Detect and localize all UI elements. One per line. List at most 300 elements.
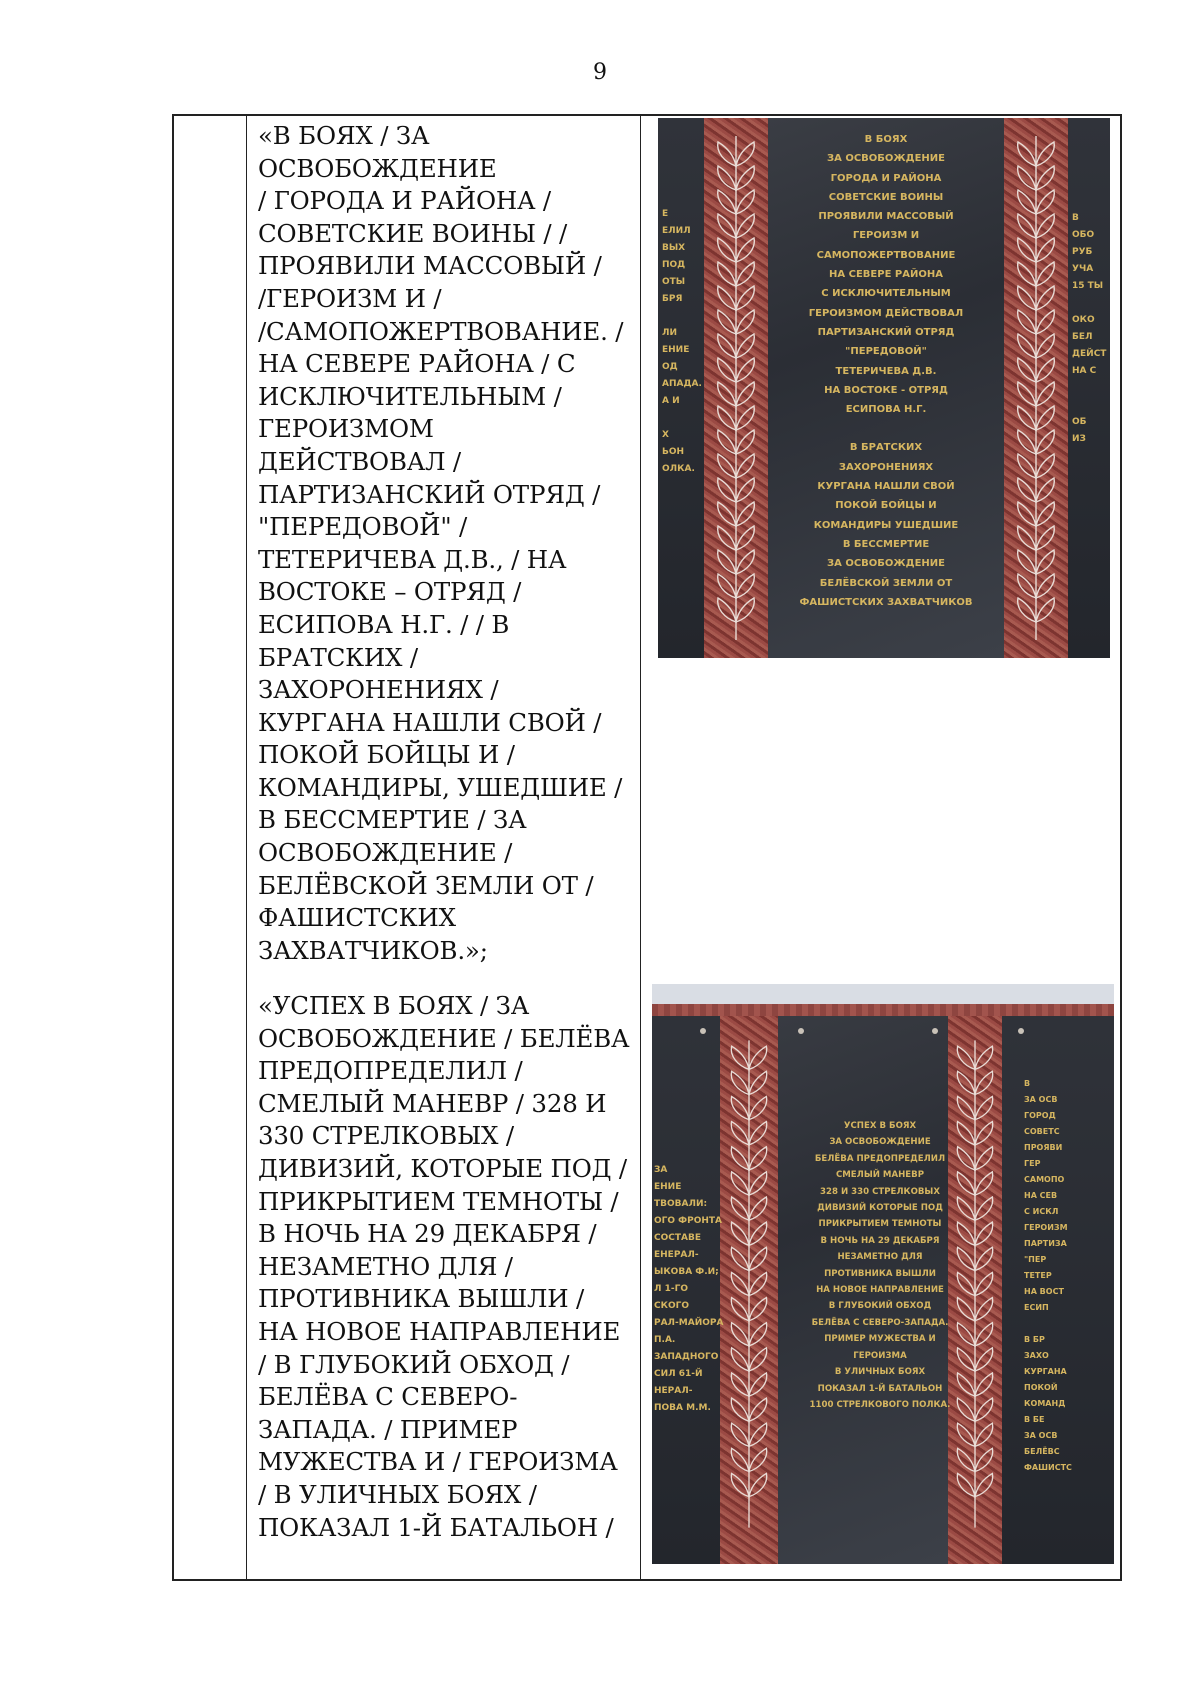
text-line: БРАТСКИХ /	[258, 642, 418, 672]
right-slab-text	[1024, 1076, 1072, 1476]
laurel-leaf	[749, 1423, 767, 1446]
laurel-leaf	[736, 382, 754, 406]
laurel-leaf	[736, 454, 754, 478]
laurel-leaf	[1036, 526, 1054, 550]
laurel-leaf	[1018, 238, 1036, 262]
laurel-leaf	[749, 1348, 767, 1371]
inscription-line: В БОЯХ	[864, 134, 908, 145]
text-line: В БЕССМЕРТИЕ / ЗА	[258, 805, 527, 835]
laurel-leaf	[731, 1448, 749, 1471]
slab-text-fragment: РУБ	[1072, 247, 1093, 257]
slab-text-fragment: БЕЛ	[1072, 332, 1093, 342]
inscription-line: ПРОТИВНИКА ВЫШЛИ	[824, 1268, 936, 1279]
slab-text-fragment: 15 ТЫ	[1072, 281, 1104, 291]
bolt-icon	[932, 1028, 938, 1034]
laurel-leaf	[749, 1147, 767, 1170]
laurel-leaf	[731, 1247, 749, 1270]
laurel-leaf	[718, 430, 736, 454]
slab-text-fragment: В	[1072, 213, 1079, 223]
sky-strip	[652, 984, 1114, 1004]
inscription-line: ЗА ОСВОБОЖДЕНИЕ	[827, 558, 945, 570]
text-line: / В УЛИЧНЫХ БОЯХ /	[258, 1479, 537, 1509]
laurel-leaf	[749, 1473, 767, 1496]
text-line: ПРОЯВИЛИ МАССОВЫЙ /	[258, 251, 602, 281]
slab-text-fragment: ИЗ	[1072, 434, 1086, 444]
laurel-leaf	[1018, 358, 1036, 382]
text-line: ОСВОБОЖДЕНИЕ	[258, 153, 497, 183]
inscription-line: ПОКАЗАЛ 1-Й БАТАЛЬОН	[817, 1383, 943, 1394]
inscription-line: ЗА ОСВОБОЖДЕНИЕ	[827, 153, 945, 165]
plaque-inscription	[796, 130, 976, 612]
slab-text-fragment	[1072, 295, 1106, 312]
laurel-leaf	[736, 310, 754, 334]
laurel-leaf	[731, 1046, 749, 1069]
text-line: ГЕРОИЗМОМ	[258, 414, 434, 444]
inscription-line: ЗАХОРОНЕНИЯХ	[838, 461, 934, 473]
laurel-leaf	[1036, 142, 1054, 166]
slab-text-fragment: В БР	[1024, 1335, 1045, 1344]
inscription-line: В БРАТСКИХ	[849, 442, 923, 454]
inscription-text-1	[258, 120, 633, 967]
laurel-leaf	[957, 1071, 975, 1094]
column-divider-2	[640, 116, 641, 1579]
text-line: ПРИКРЫТИЕМ ТЕМНОТЫ /	[258, 1186, 619, 1216]
laurel-leaf	[975, 1373, 993, 1396]
laurel-leaf	[1018, 550, 1036, 574]
slab-text-fragment: ЫКОВА Ф.И;	[654, 1267, 719, 1277]
laurel-leaf	[736, 430, 754, 454]
laurel-leaf	[731, 1147, 749, 1170]
laurel-leaf	[1036, 574, 1054, 598]
laurel-leaf	[736, 334, 754, 358]
page-number: 9	[593, 60, 607, 85]
slab-text-fragment: ЕЛИЛ	[662, 226, 691, 236]
laurel-leaf	[975, 1247, 993, 1270]
text-line: В НОЧЬ НА 29 ДЕКАБРЯ /	[258, 1219, 597, 1249]
laurel-leaf	[749, 1398, 767, 1421]
slab-text-fragment: КОМАНД	[1024, 1399, 1066, 1408]
slab-text-fragment: ОЛКА.	[662, 464, 695, 474]
laurel-leaf	[1036, 598, 1054, 622]
laurel-leaf	[975, 1323, 993, 1346]
laurel-leaf	[1018, 382, 1036, 406]
laurel-leaf	[749, 1222, 767, 1245]
inscription-line: БЕЛЁВСКОЙ ЗЕМЛИ ОТ	[819, 577, 953, 589]
slab-text-fragment: ДЕЙСТ	[1072, 349, 1107, 359]
bolt-icon	[700, 1028, 706, 1034]
text-line: «В БОЯХ / ЗА	[258, 121, 430, 150]
text-line: ИСКЛЮЧИТЕЛЬНЫМ /	[258, 381, 562, 411]
laurel-leaf	[1018, 214, 1036, 238]
laurel-leaf	[731, 1197, 749, 1220]
text-line: ПРОТИВНИКА ВЫШЛИ /	[258, 1284, 585, 1314]
laurel-leaf	[718, 214, 736, 238]
bolt-icon	[798, 1028, 804, 1034]
slab-text-fragment: СОСТАВЕ	[654, 1233, 701, 1243]
text-line: ОСВОБОЖДЕНИЕ / БЕЛЁВА	[258, 1023, 630, 1053]
laurel-leaf	[1036, 334, 1054, 358]
slab-text-fragment: ГЕРОИЗМ	[1024, 1223, 1068, 1232]
laurel-leaf	[1018, 262, 1036, 286]
slab-text-fragment: Х	[662, 430, 669, 440]
text-line: ЗАХОРОНЕНИЯХ /	[258, 675, 499, 705]
slab-text-fragment: Е	[662, 209, 669, 219]
inscription-line: БЕЛЁВА ПРЕДОПРЕДЕЛИЛ	[814, 1153, 946, 1164]
slab-text-fragment: ПОКОЙ	[1024, 1383, 1058, 1392]
laurel-leaf	[1018, 286, 1036, 310]
slab-text-fragment: ПОД	[662, 260, 686, 270]
laurel-leaf	[736, 214, 754, 238]
laurel-leaf	[1018, 574, 1036, 598]
laurel-leaf	[1036, 310, 1054, 334]
slab-text-fragment: П.А.	[654, 1335, 676, 1345]
laurel-leaf	[975, 1122, 993, 1145]
inscription-line: УСПЕХ В БОЯХ	[843, 1121, 917, 1131]
laurel-leaf	[957, 1448, 975, 1471]
laurel-leaf	[975, 1398, 993, 1421]
slab-text-fragment: ЕНИЕ	[654, 1182, 682, 1192]
slab-text-fragment: ОТЫ	[662, 277, 686, 287]
laurel-leaf	[749, 1122, 767, 1145]
text-line: ПОКАЗАЛ 1-Й БАТАЛЬОН /	[258, 1512, 614, 1542]
text-line: ПАРТИЗАНСКИЙ ОТРЯД /	[258, 479, 601, 509]
text-line: ПОКОЙ БОЙЦЫ И /	[258, 740, 515, 770]
laurel-leaf	[975, 1473, 993, 1496]
inscription-line: ЗА ОСВОБОЖДЕНИЕ	[829, 1137, 931, 1148]
laurel-leaf	[1018, 430, 1036, 454]
laurel-leaf	[718, 286, 736, 310]
inscription-line: САМОПОЖЕРТВОВАНИЕ	[816, 249, 956, 261]
laurel-leaf	[1036, 358, 1054, 382]
laurel-leaf	[736, 550, 754, 574]
inscription-line: В НОЧЬ НА 29 ДЕКАБРЯ	[820, 1235, 940, 1246]
text-line: СМЕЛЫЙ МАНЕВР / 328 И	[258, 1088, 607, 1118]
laurel-leaf	[736, 478, 754, 502]
slab-text-fragment: А И	[662, 396, 680, 406]
inscription-line: НА ВОСТОКЕ - ОТРЯД	[824, 384, 948, 396]
inscription-line: ЕСИПОВА Н.Г.	[845, 404, 927, 416]
slab-text-fragment: ПАРТИЗА	[1024, 1239, 1067, 1248]
text-line: НЕЗАМЕТНО ДЛЯ /	[258, 1251, 513, 1281]
laurel-leaf	[736, 358, 754, 382]
slab-text-fragment: НА С	[1072, 366, 1097, 376]
slab-text-fragment: ВЫХ	[662, 243, 686, 253]
laurel-leaf	[736, 190, 754, 214]
laurel-leaf	[1036, 286, 1054, 310]
inscription-line: 328 И 330 СТРЕЛКОВЫХ	[820, 1186, 940, 1197]
laurel-leaf	[731, 1398, 749, 1421]
slab-text-fragment: САМОПО	[1024, 1175, 1065, 1184]
slab-text-fragment: С ИСКЛ	[1024, 1207, 1059, 1216]
laurel-leaf	[736, 262, 754, 286]
laurel-leaf	[749, 1172, 767, 1195]
inscription-line: СОВЕТСКИЕ ВОИНЫ	[828, 191, 944, 203]
text-line: ОСВОБОЖДЕНИЕ /	[258, 838, 513, 868]
laurel-leaf	[975, 1423, 993, 1446]
laurel-leaf	[1018, 166, 1036, 190]
text-line: ЗАПАДА. / ПРИМЕР	[258, 1414, 518, 1444]
laurel-leaf	[1036, 406, 1054, 430]
laurel-leaf	[957, 1423, 975, 1446]
laurel-leaf	[975, 1172, 993, 1195]
slab-text-fragment: РАЛ-МАЙОРА	[654, 1318, 724, 1328]
laurel-leaf	[1018, 478, 1036, 502]
laurel-leaf	[749, 1323, 767, 1346]
text-line: ЕСИПОВА Н.Г. / / В	[258, 609, 510, 639]
left-slab-text	[654, 1162, 723, 1417]
slab-text-fragment: ЗАПАДНОГО	[654, 1352, 719, 1362]
inscription-line: ГЕРОИЗМ И	[852, 230, 920, 242]
laurel-branch-icon	[706, 128, 766, 648]
text-line: ВОСТОКЕ – ОТРЯД /	[258, 577, 522, 607]
inscription-line: ПРИМЕР МУЖЕСТВА И	[824, 1334, 936, 1345]
laurel-leaf	[718, 478, 736, 502]
laurel-leaf	[957, 1046, 975, 1069]
laurel-leaf	[718, 190, 736, 214]
slab-text-fragment: АПАДА.	[662, 379, 702, 389]
slab-text-fragment	[1072, 380, 1106, 397]
text-line: БЕЛЁВА С СЕВЕРО-	[258, 1382, 518, 1412]
inscription-line: НА СЕВЕРЕ РАЙОНА	[829, 269, 943, 281]
laurel-leaf	[1018, 598, 1036, 622]
laurel-leaf	[749, 1046, 767, 1069]
laurel-leaf	[975, 1298, 993, 1321]
laurel-leaf	[1036, 262, 1054, 286]
laurel-leaf	[731, 1323, 749, 1346]
laurel-leaf	[718, 454, 736, 478]
text-line: МУЖЕСТВА И / ГЕРОИЗМА	[258, 1447, 618, 1477]
laurel-leaf	[736, 238, 754, 262]
laurel-leaf	[736, 574, 754, 598]
inscription-line: "ПЕРЕДОВОЙ"	[845, 346, 927, 358]
laurel-leaf	[1036, 190, 1054, 214]
laurel-leaf	[718, 238, 736, 262]
granite-top-cap	[652, 1004, 1114, 1016]
slab-text-fragment: Л 1-ГО	[654, 1284, 688, 1294]
laurel-leaf	[718, 526, 736, 550]
laurel-leaf	[736, 598, 754, 622]
memorial-plaque-photo-1	[658, 118, 1110, 658]
laurel-leaf	[975, 1096, 993, 1119]
laurel-leaf	[718, 310, 736, 334]
inscription-line: ПОКОЙ БОЙЦЫ И	[835, 500, 937, 512]
slab-text-fragment: ЕСИП	[1024, 1303, 1049, 1312]
laurel-leaf	[718, 142, 736, 166]
slab-text-fragment: УЧА	[1072, 264, 1094, 274]
laurel-leaf	[1036, 550, 1054, 574]
inscription-line: СМЕЛЫЙ МАНЕВР	[835, 1170, 925, 1181]
inscription-line: НА НОВОЕ НАПРАВЛЕНИЕ	[816, 1285, 944, 1296]
slab-text-fragment: ТВОВАЛИ:	[654, 1199, 708, 1209]
slab-text-fragment: НА СЕВ	[1024, 1191, 1058, 1200]
text-line: БЕЛЁВСКОЙ ЗЕМЛИ ОТ /	[258, 870, 594, 900]
laurel-leaf	[1036, 430, 1054, 454]
text-line: ФАШИСТСКИХ	[258, 903, 456, 933]
slab-text-fragment: ФАШИСТС	[1024, 1463, 1072, 1472]
laurel-leaf	[975, 1046, 993, 1069]
inscription-line: В ГЛУБОКИЙ ОБХОД	[828, 1301, 932, 1312]
right-slab-text	[1072, 210, 1106, 448]
slab-text-fragment: НЕРАЛ-	[654, 1386, 693, 1396]
laurel-leaf	[736, 142, 754, 166]
slab-text-fragment: НА ВОСТ	[1024, 1287, 1064, 1296]
laurel-leaf	[975, 1197, 993, 1220]
laurel-leaf	[736, 526, 754, 550]
slab-text-fragment: БЕЛЁВС	[1024, 1447, 1060, 1456]
inscription-line: ГОРОДА И РАЙОНА	[830, 172, 942, 184]
laurel-leaf	[731, 1222, 749, 1245]
slab-text-fragment: ЗА	[654, 1165, 668, 1175]
laurel-leaf	[718, 406, 736, 430]
laurel-leaf	[1036, 454, 1054, 478]
text-line: ПРЕДОПРЕДЕЛИЛ /	[258, 1056, 523, 1086]
laurel-leaf	[718, 550, 736, 574]
laurel-leaf	[749, 1071, 767, 1094]
laurel-leaf	[1036, 478, 1054, 502]
laurel-leaf	[957, 1473, 975, 1496]
text-line: / ГОРОДА И РАЙОНА /	[258, 186, 551, 216]
inscription-line: ДИВИЗИЙ КОТОРЫЕ ПОД	[817, 1203, 943, 1214]
text-line: КУРГАНА НАШЛИ СВОЙ /	[258, 707, 602, 737]
inscription-line: ПРИКРЫТИЕМ ТЕМНОТЫ	[818, 1219, 942, 1230]
left-slab-text	[662, 206, 702, 478]
laurel-leaf	[749, 1448, 767, 1471]
laurel-leaf	[1036, 382, 1054, 406]
laurel-leaf	[736, 166, 754, 190]
inscription-line: КУРГАНА НАШЛИ СВОЙ	[817, 481, 955, 493]
slab-text-fragment	[662, 410, 702, 427]
laurel-leaf	[1018, 502, 1036, 526]
slab-text-fragment: ЗА ОСВ	[1024, 1095, 1058, 1104]
laurel-leaf	[749, 1096, 767, 1119]
slab-text-fragment: ОБО	[1072, 230, 1095, 240]
laurel-branch-icon	[1006, 128, 1066, 648]
laurel-leaf	[731, 1298, 749, 1321]
slab-text-fragment: ОКО	[1072, 315, 1095, 325]
inscription-line: ФАШИСТСКИХ ЗАХВАТЧИКОВ	[799, 596, 973, 608]
laurel-leaf	[1018, 526, 1036, 550]
laurel-leaf	[1018, 190, 1036, 214]
text-line: КОМАНДИРЫ, УШЕДШИЕ /	[258, 772, 623, 802]
slab-text-fragment	[662, 308, 702, 325]
laurel-leaf	[1018, 310, 1036, 334]
laurel-leaf	[718, 502, 736, 526]
slab-text-fragment: ЕНЕРАЛ-	[654, 1250, 699, 1260]
memorial-plaque-photo-2	[652, 984, 1114, 1564]
laurel-leaf	[975, 1348, 993, 1371]
laurel-leaf	[731, 1272, 749, 1295]
inscription-line: БЕЛЁВА С СЕВЕРО-ЗАПАДА.	[811, 1317, 949, 1328]
text-line: ТЕТЕРИЧЕВА Д.В., / НА	[258, 544, 567, 574]
monument-inscriptions-table	[172, 114, 1122, 1581]
laurel-leaf	[731, 1348, 749, 1371]
inscription-line: КОМАНДИРЫ УШЕДШИЕ	[813, 519, 959, 531]
slab-text-fragment: СОВЕТС	[1024, 1127, 1060, 1136]
laurel-leaf	[731, 1096, 749, 1119]
laurel-leaf	[1018, 406, 1036, 430]
laurel-leaf	[718, 262, 736, 286]
text-line: «УСПЕХ В БОЯХ / ЗА	[258, 991, 530, 1020]
inscription-text-2	[258, 990, 633, 1544]
text-line: НА СЕВЕРЕ РАЙОНА / С	[258, 349, 576, 379]
slab-text-fragment: ЬОН	[662, 447, 685, 457]
inscription-line: ПРОЯВИЛИ МАССОВЫЙ	[818, 211, 954, 223]
slab-text-fragment: СКОГО	[654, 1301, 689, 1311]
laurel-leaf	[749, 1197, 767, 1220]
text-line: ДИВИЗИЙ, КОТОРЫЕ ПОД /	[258, 1153, 627, 1183]
text-line: 330 СТРЕЛКОВЫХ /	[258, 1121, 514, 1151]
text-line: /САМОПОЖЕРТВОВАНИЕ. /	[258, 316, 624, 346]
inscription-line: 1100 СТРЕЛКОВОГО ПОЛКА.	[809, 1399, 951, 1410]
slab-text-fragment: ОД	[662, 362, 678, 372]
inscription-line: НЕЗАМЕТНО ДЛЯ	[837, 1252, 923, 1263]
slab-text-fragment: ОБ	[1072, 417, 1087, 427]
laurel-leaf	[975, 1147, 993, 1170]
slab-text-fragment	[1072, 397, 1106, 414]
laurel-leaf	[1036, 238, 1054, 262]
inscription-gap	[796, 419, 976, 438]
slab-text-fragment: ОГО ФРОНТА	[654, 1216, 722, 1226]
inscription-line: В УЛИЧНЫХ БОЯХ	[834, 1367, 926, 1378]
laurel-leaf	[749, 1373, 767, 1396]
laurel-leaf	[731, 1122, 749, 1145]
laurel-leaf	[736, 502, 754, 526]
text-line: / В ГЛУБОКИЙ ОБХОД /	[258, 1349, 570, 1379]
laurel-leaf	[1018, 142, 1036, 166]
laurel-leaf	[718, 358, 736, 382]
slab-text-fragment: В БЕ	[1024, 1415, 1045, 1424]
laurel-leaf	[718, 382, 736, 406]
slab-text-fragment	[1024, 1316, 1072, 1332]
laurel-leaf	[749, 1247, 767, 1270]
laurel-leaf	[975, 1071, 993, 1094]
slab-text-fragment: ЗА ОСВ	[1024, 1431, 1058, 1440]
laurel-leaf	[749, 1298, 767, 1321]
inscription-line: С ИСКЛЮЧИТЕЛЬНЫМ	[821, 288, 951, 300]
laurel-leaf	[731, 1172, 749, 1195]
inscription-line: ГЕРОИЗМОМ ДЕЙСТВОВАЛ	[808, 307, 964, 319]
text-line: ДЕЙСТВОВАЛ /	[258, 446, 461, 476]
laurel-leaf	[731, 1423, 749, 1446]
laurel-leaf	[975, 1272, 993, 1295]
text-line: НА НОВОЕ НАПРАВЛЕНИЕ	[258, 1316, 621, 1346]
slab-text-fragment: ГЕР	[1024, 1159, 1041, 1168]
text-line: ЗАХВАТЧИКОВ.»;	[258, 935, 488, 965]
inscription-line: ГЕРОИЗМА	[853, 1350, 907, 1361]
inscription-line: В БЕССМЕРТИЕ	[842, 538, 930, 550]
slab-text-fragment: КУРГАНА	[1024, 1367, 1067, 1376]
text-line: "ПЕРЕДОВОЙ" /	[258, 512, 468, 542]
slab-text-fragment: ЛИ	[662, 328, 678, 338]
laurel-leaf	[1036, 214, 1054, 238]
laurel-leaf	[736, 406, 754, 430]
inscription-line: ТЕТЕРИЧЕВА Д.В.	[835, 365, 937, 377]
slab-text-fragment: В	[1024, 1079, 1031, 1088]
laurel-leaf	[975, 1222, 993, 1245]
plaque-inscription	[788, 1118, 972, 1413]
text-line: /ГЕРОИЗМ И /	[258, 283, 442, 313]
laurel-leaf	[731, 1473, 749, 1496]
laurel-leaf	[718, 334, 736, 358]
laurel-leaf	[749, 1272, 767, 1295]
laurel-leaf	[1018, 454, 1036, 478]
slab-text-fragment: "ПЕР	[1024, 1255, 1047, 1264]
laurel-leaf	[731, 1071, 749, 1094]
laurel-leaf	[1036, 502, 1054, 526]
laurel-leaf	[957, 1096, 975, 1119]
laurel-leaf	[718, 598, 736, 622]
laurel-leaf	[736, 286, 754, 310]
